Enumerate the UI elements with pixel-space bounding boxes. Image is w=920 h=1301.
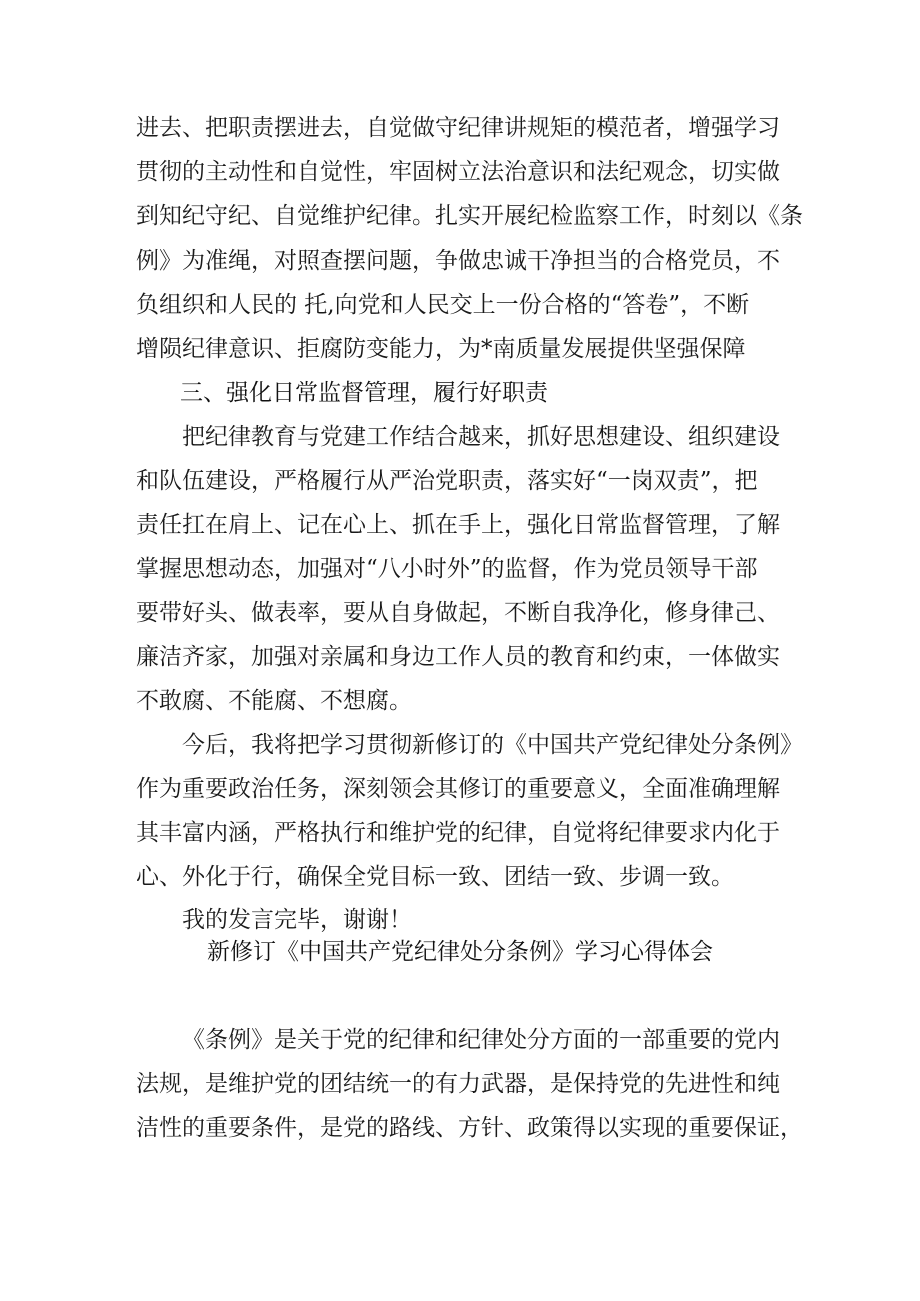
- paragraph-line: 到知纪守纪、自觉维护纪律。扎实开展纪检监察工作，时刻以《条: [136, 203, 803, 229]
- paragraph-line: 《条例》是关于党的纪律和纪律处分方面的一部重要的党内: [182, 1027, 780, 1053]
- section-heading: 三、强化日常监督管理，履行好职责: [180, 380, 548, 406]
- paragraph-line: 负组织和人民的 托,向党和人民交上一份合格的“答卷”，不断: [136, 292, 750, 318]
- article-title: 新修订《中国共产党纪律处分条例》学习心得体会: [207, 939, 713, 965]
- paragraph-line: 心、外化于行，确保全党目标一致、团结一致、步调一致。: [136, 864, 734, 890]
- paragraph-line: 其丰富内涵，严格执行和维护党的纪律，自觉将纪律要求内化于: [136, 820, 780, 846]
- paragraph-line: 掌握思想动态，加强对“八小时外”的监督，作为党员领导干部: [136, 556, 758, 582]
- paragraph-line: 作为重要政治任务，深刻领会其修订的重要意义，全面准确理解: [136, 776, 780, 802]
- paragraph-line: 要带好头、做表率，要从自身做起，不断自我净化，修身律己、: [136, 600, 780, 626]
- paragraph-line: 不敢腐、不能腐、不想腐。: [136, 688, 412, 714]
- paragraph-line: 洁性的重要条件，是党的路线、方针、政策得以实现的重要保证，: [136, 1115, 803, 1141]
- paragraph-line: 把纪律教育与党建工作结合越来，抓好思想建设、组织建设: [182, 424, 780, 450]
- paragraph-line: 今后，我将把学习贯彻新修订的《中国共产党纪律处分条例》: [182, 732, 803, 758]
- paragraph-line: 和队伍建设，严格履行从严治党职责，落实好“一岗双责”，把: [136, 468, 758, 494]
- paragraph-line: 贯彻的主动性和自觉性，牢固树立法治意识和法纪观念，切实做: [136, 159, 780, 185]
- paragraph-line: 例》为准绳，对照查摆问题，争做忠诚干净担当的合格党员，不: [136, 248, 780, 274]
- paragraph-line: 法规，是维护党的团结统一的有力武器，是保持党的先进性和纯: [136, 1071, 780, 1097]
- closing-line: 我的发言完毕，谢谢！: [182, 907, 412, 933]
- paragraph-line: 廉洁齐家，加强对亲属和身边工作人员的教育和约束，一体做实: [136, 644, 780, 670]
- paragraph-line: 责任扛在肩上、记在心上、抓在手上，强化日常监督管理，了解: [136, 512, 780, 538]
- paragraph-line: 增陨纪律意识、拒腐防变能力，为*南质量发展提供坚强保障: [136, 336, 746, 362]
- paragraph-line: 进去、把职责摆进去，自觉做守纪律讲规矩的模范者，增强学习: [136, 115, 780, 141]
